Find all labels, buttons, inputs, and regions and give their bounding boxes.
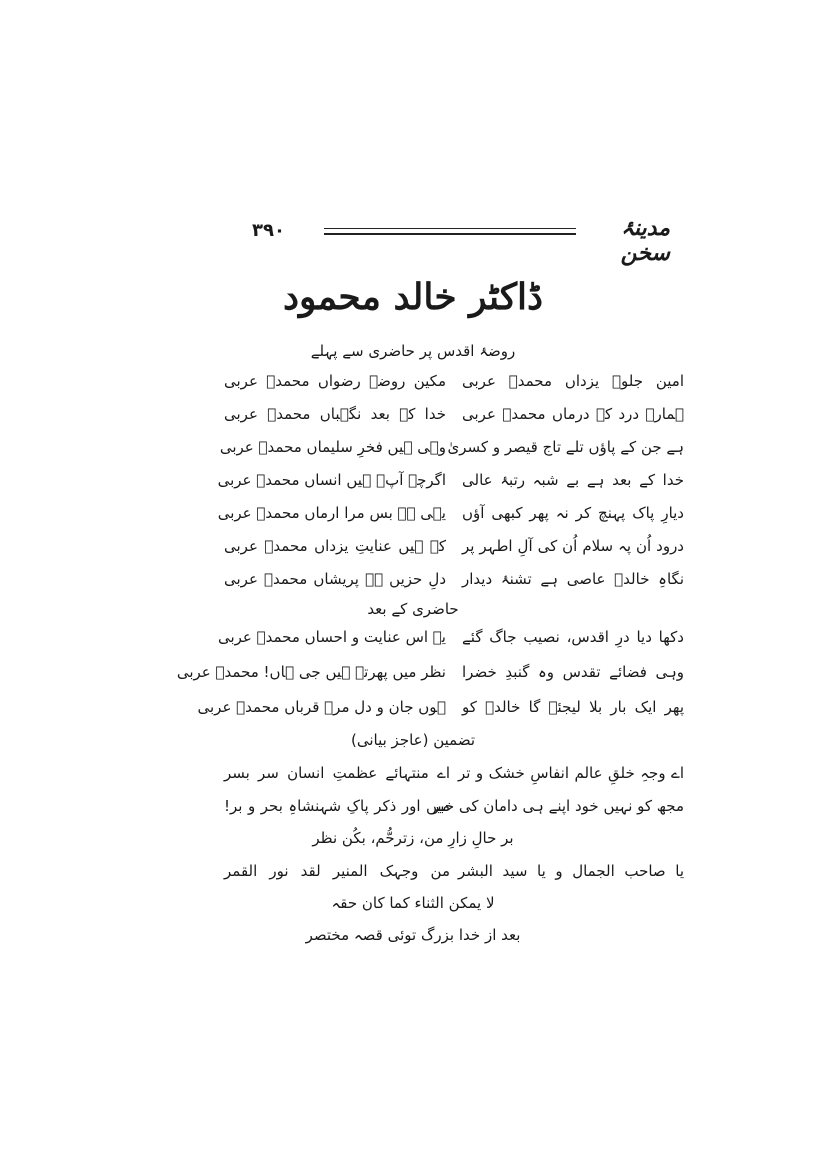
section-heading-before: روضۂ اقدس پر حاضری سے پہلے [310,342,516,360]
page-number: ۳۹۰ [252,220,285,241]
couplet-row [224,764,684,794]
couplet-row [224,405,684,435]
misra-second: خدا کے بعد نگہباں محمدؐ عربی [224,405,446,423]
couplet-row [176,663,684,693]
misra-first: دیارِ پاک پہنچ کر نہ پھر کبھی آؤں [462,504,684,522]
couplet-row [224,862,684,892]
misra-first: اے وجہِ خلقِ عالم انفاسِ خشک و تر [458,764,684,782]
misra-first: امین جلوۂ یزداں محمدؐ عربی [462,372,684,390]
misra-second: یہ اس عنایت و احساں محمدؐ عربی [217,628,446,646]
misra-first: نگاہِ خالدؔ عاصی ہے تشنۂ دیدار [462,570,684,588]
couplet-row [224,797,684,827]
misra-second: کہ ہیں عنایتِ یزداں محمدؐ عربی [224,537,446,555]
misra-second: دلِ حزیں ہے پریشاں محمدؐ عربی [224,570,446,588]
misra-second: من وجہک المنیر لقد نور القمر [224,862,450,880]
misra-first: ہے جن کے پاؤں تلے تاج قیصر و کسریٰ [447,438,684,456]
poet-name: ڈاکٹر خالد محمود [282,276,543,318]
misra-second: نظر میں پھرتے ہیں جی ہاں! محمدؐ عربی [176,663,446,681]
misra-second: یہی ہے بس مرا ارماں محمدؐ عربی [217,504,446,522]
header-rule-bottom [324,233,576,235]
misra-first: خدا کے بعد ہے بے شبہ رتبۂ عالی [462,471,684,489]
misra-second: وہی ہیں فخرِ سلیماں محمدؐ عربی [219,438,446,456]
couplet-row [224,372,684,402]
couplet-row [217,628,684,658]
couplet-row [224,570,684,600]
couplet-row [219,438,684,468]
misra-first: وہی فضائے تقدس وہ گنبدِ خضرا [462,663,684,681]
couplet-row [217,471,684,501]
misra-second: اے منتہائے عظمتِ انسان سر بسر [224,764,450,782]
misra-second: مکین روضۂ رضواں محمدؐ عربی [224,372,446,390]
header-rule-top [324,228,576,229]
misra-second: میں اور ذکر پاکِ شہنشاہِ بحر و بر! [224,797,450,815]
center-line: بر حالِ زارِ من، زترحُّم، بکُن نظر [312,829,514,847]
section-heading-tazmeen: تضمین (عاجز بیانی) [350,731,476,749]
misra-first: ہمارے درد کے درماں محمدؐ عربی [462,405,684,423]
center-line: بعد از خدا بزرگ توئی قصہ مختصر [305,926,521,944]
couplet-row [224,537,684,567]
book-title: مدینۂ سخن [620,216,670,266]
misra-first: پھر ایک بار بلا لیجئے گا خالدؔ کو [462,698,684,716]
misra-first: دکھا دیا درِ اقدس، نصیب جاگ گئے [462,628,684,646]
misra-first: یا صاحب الجمال و یا سید البشر [458,862,684,880]
misra-second: ہوں جان و دل مرے قرباں محمدؐ عربی [197,698,446,716]
section-heading-after: حاضری کے بعد [367,600,459,618]
misra-first: مجھ کو نہیں خود اپنے ہی دامان کی خبر [432,797,684,815]
misra-second: اگرچہ آپؐ ہیں انساں محمدؐ عربی [217,471,446,489]
couplet-row [217,504,684,534]
center-line: لا یمکن الثناء کما کان حقہ [331,894,495,912]
couplet-row [197,698,684,728]
misra-first: درود اُن پہ سلام اُن کی آلِ اطہر پر [462,537,684,555]
